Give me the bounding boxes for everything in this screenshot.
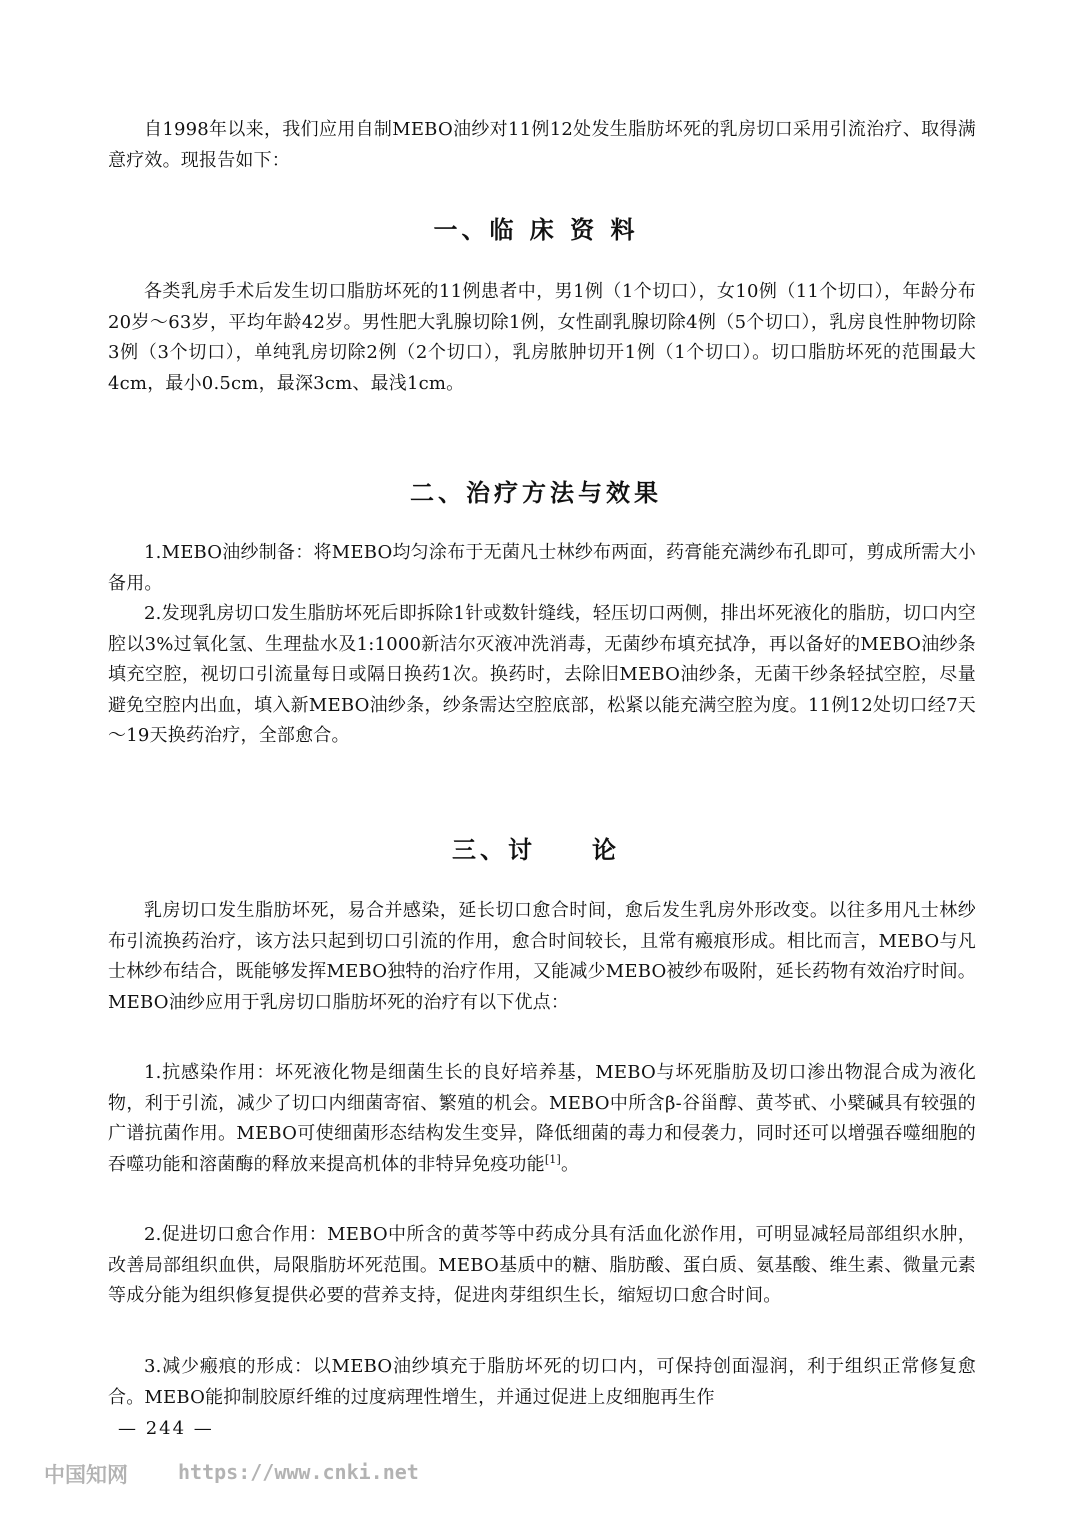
section3-paragraph-3: 2.促进切口愈合作用：MEBO中所含的黄芩等中药成分具有活血化淤作用，可明显减轻局部组织水肿，改善局部组织血供，局限脂肪坏死范围。MEBO基质中的糖、脂肪酸、蛋白质、氨基酸、维生素、微量元素等成分能为组织修复提供必要的营养支持，促进肉芽组织生长，缩短切口愈合时间。 [108,1224,976,1306]
section1-paragraph: 各类乳房手术后发生切口脂肪坏死的11例患者中，男1例（1个切口），女10例（11个切口），年龄分布20岁～63岁，平均年龄42岁。男性肥大乳腺切除1例，女性副乳腺切除4例（5个切口），乳房良性肿物切除3例（3个切口），单纯乳房切除2例（2个切口），乳房脓肿切开1例（1个切口）。切口脂肪坏死的范围最大4cm，最小0.5cm，最深3cm、最浅1cm。 [108,281,976,394]
section2-heading: 二、治疗方法与效果 [410,479,662,507]
footer-brand-watermark: 中国知网 [44,1463,128,1487]
section3-paragraph-2-text: 1.抗感染作用：坏死液化物是细菌生长的良好培养基，MEBO与坏死脂肪及切口渗出物混合成为液化物，利于引流，减少了切口内细菌寄宿、繁殖的机会。MEBO中所含β-谷甾醇、黄芩甙、小檗碱具有较强的广谱抗菌作用。MEBO可使细菌形态结构发生变异，降低细菌的毒力和侵袭力，同时还可以增强吞噬细胞的吞噬功能和溶菌酶的释放来提高机体的非特异免疫功能 [108,1062,976,1175]
footer-url-watermark[interactable]: https://www.cnki.net [178,1460,419,1484]
section3-paragraph-2-end: 。 [561,1153,580,1175]
page-number: — 244 — [118,1418,214,1439]
citation-reference: [1] [544,1152,561,1166]
section3-paragraph-2 [108,1058,976,1180]
section2-paragraph-1: 1.MEBO油纱制备：将MEBO均匀涂布于无菌凡士林纱布两面，药膏能充满纱布孔即可，剪成所需大小备用。 [108,542,976,594]
section1-heading: 一、临 床 资 料 [433,216,639,244]
section2-paragraph-2: 2.发现乳房切口发生脂肪坏死后即拆除1针或数针缝线，轻压切口两侧，排出坏死液化的脂肪，切口内空腔以3%过氧化氢、生理盐水及1:1000新洁尔灭液冲洗消毒，无菌纱布填充拭净，再以备好的MEBO油纱条填充空腔，视切口引流量每日或隔日换药1次。换药时，去除旧MEBO油纱条，无菌干纱条轻拭空腔，尽量避免空腔内出血，填入新MEBO油纱条，纱条需达空腔底部，松紧以能充满空腔为度。11例12处切口经7天～19天换药治疗，全部愈合。 [108,603,976,746]
section3-heading: 三、讨 论 [452,836,620,864]
section3-paragraph-1: 乳房切口发生脂肪坏死，易合并感染，延长切口愈合时间，愈后发生乳房外形改变。以往多用凡士林纱布引流换药治疗，该方法只起到切口引流的作用，愈合时间较长，且常有瘢痕形成。相比而言，MEBO与凡士林纱布结合，既能够发挥MEBO独特的治疗作用，又能减少MEBO被纱布吸附，延长药物有效治疗时间。MEBO油纱应用于乳房切口脂肪坏死的治疗有以下优点： [108,900,976,1013]
section3-paragraph-4: 3.减少瘢痕的形成：以MEBO油纱填充于脂肪坏死的切口内，可保持创面湿润，利于组织正常修复愈合。MEBO能抑制胶原纤维的过度病理性增生，并通过促进上皮细胞再生作 [108,1356,976,1408]
intro-paragraph: 自1998年以来，我们应用自制MEBO油纱对11例12处发生脂肪坏死的乳房切口采用引流治疗、取得满意疗效。现报告如下： [108,119,976,171]
